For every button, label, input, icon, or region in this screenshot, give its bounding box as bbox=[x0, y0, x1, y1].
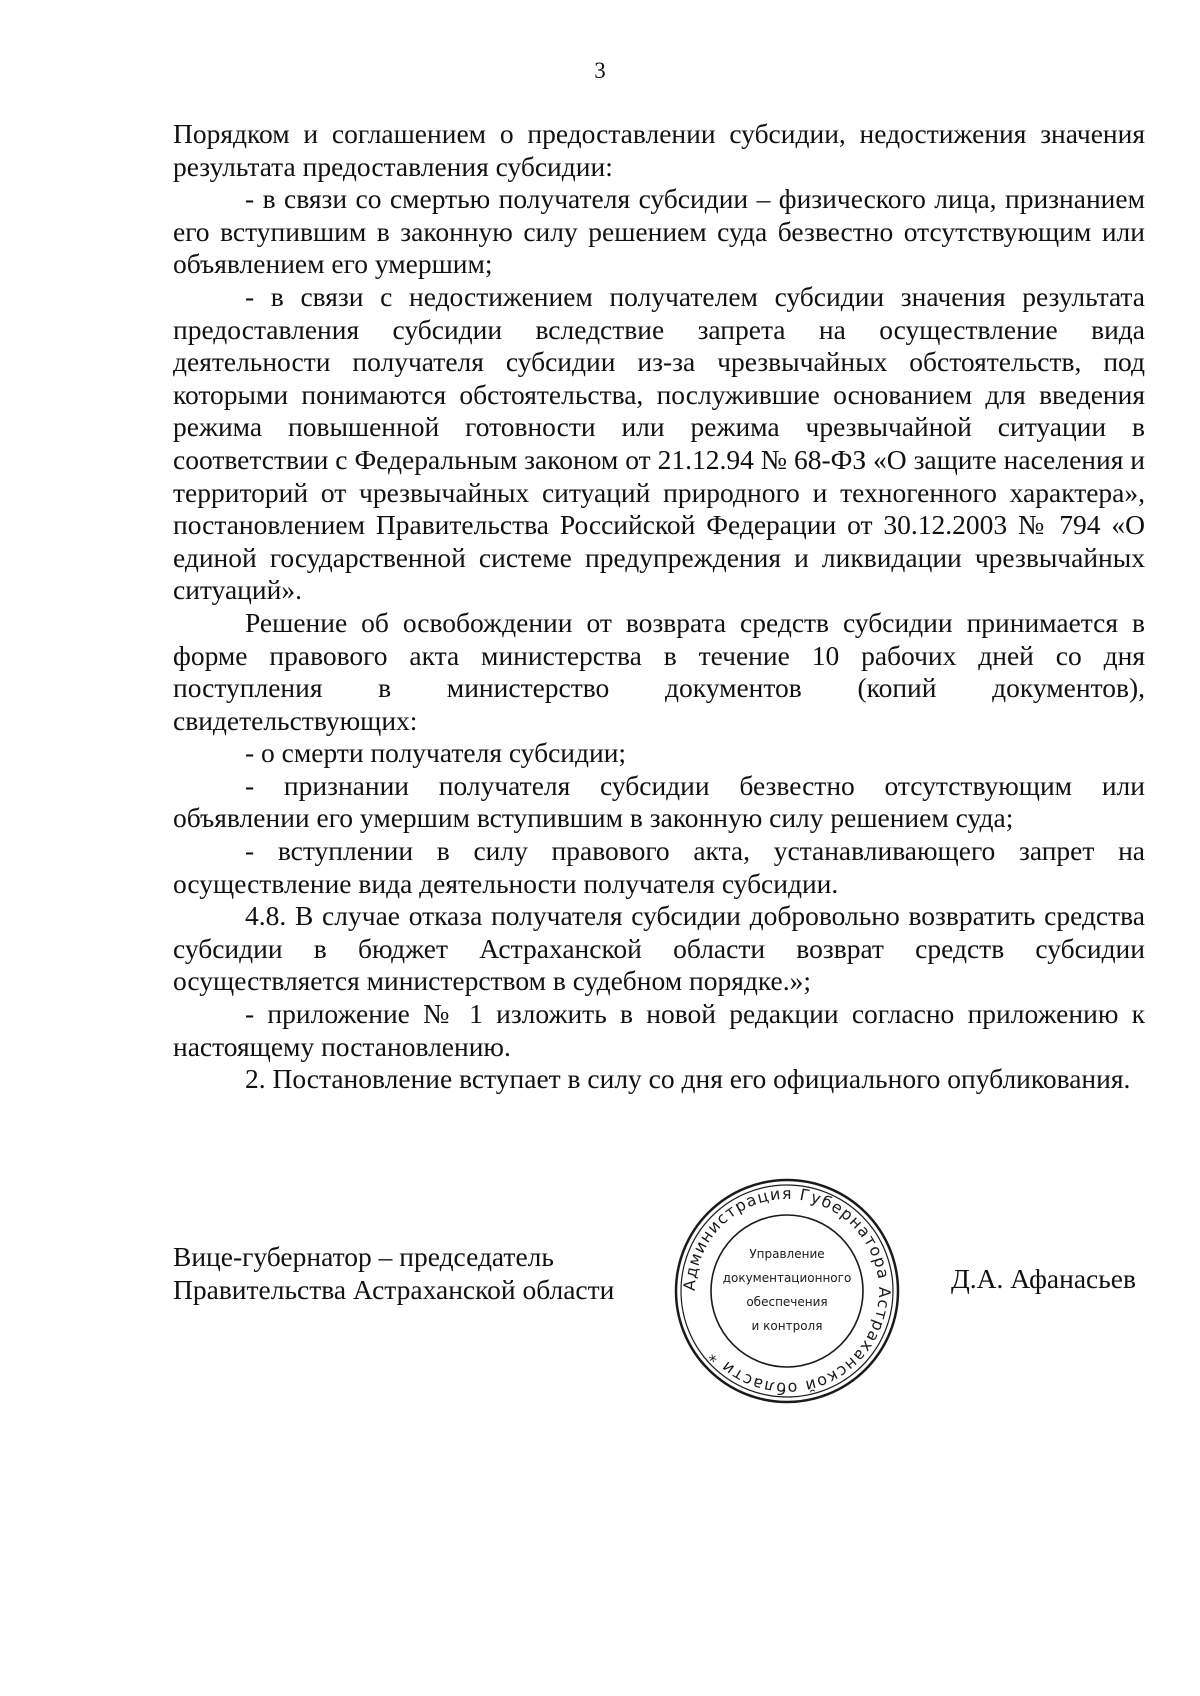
paragraph: - приложение № 1 изложить в новой редакции согласно приложению к настоящему постановлению. bbox=[173, 998, 1145, 1062]
stamp-center-line: и контроля bbox=[751, 1319, 823, 1333]
paragraph: Порядком и соглашением о предоставлении субсидии, недостижения значения результата предоставления субсидии: bbox=[173, 118, 1145, 182]
stamp-inner-ring bbox=[711, 1215, 863, 1367]
stamp-outer-ring bbox=[676, 1180, 898, 1402]
paragraph: Решение об освобождении от возврата средств субсидии принимается в форме правового акта министерства в течение 10 рабочих дней со дня поступления в министерство документов (копий документов), свидетельствующих: bbox=[173, 606, 1145, 736]
paragraph: - в связи со смертью получателя субсидии – физического лица, признанием его вступившим в законную силу решением суда безвестно отсутствующим или объявлением его умершим; bbox=[173, 183, 1145, 280]
paragraph: - вступлении в силу правового акта, устанавливающего запрет на осуществление вида деятельности получателя субсидии. bbox=[173, 835, 1145, 899]
official-stamp bbox=[672, 1176, 902, 1406]
stamp-center-line: Управление bbox=[749, 1247, 825, 1261]
paragraph: - о смерти получателя субсидии; bbox=[245, 737, 627, 769]
page-number: 3 bbox=[594, 58, 606, 83]
paragraph: - в связи с недостижением получателем субсидии значения результата предоставления субсидии вследствие запрета на осуществление вида деятельности получателя субсидии из-за чрезвычайных обстоятельств, под которыми понимаются обстоятельства, послужившие основанием для введения режима повышенной готовности или режима чрезвычайной ситуации в соответствии с Федеральным законом от 21.12.94 № 68-ФЗ «О защите населения и территорий от чрезвычайных ситуаций природного и техногенного характера», постановлением Правительства Российской Федерации от 30.12.2003 № 794 «О единой государственной системе предупреждения и ликвидации чрезвычайных ситуаций». bbox=[173, 280, 1145, 606]
stamp-center-line: документационного bbox=[722, 1271, 852, 1285]
signatory-position bbox=[173, 1240, 614, 1306]
paragraph: 2. Постановление вступает в силу со дня его официального опубликования. bbox=[245, 1063, 1131, 1095]
signatory-position-line: Вице-губернатор – председатель bbox=[173, 1241, 554, 1272]
stamp-center-line: обеспечения bbox=[746, 1295, 828, 1309]
body-text bbox=[173, 118, 1145, 1096]
stamp-ring-text: Администрация Губернатора Астраханской области * bbox=[679, 1183, 895, 1399]
paragraph: 4.8. В случае отказа получателя субсидии добровольно возвратить средства субсидии в бюджет Астраханской области возврат средств субсидии осуществляется министерством в судебном порядке.»; bbox=[173, 900, 1145, 997]
paragraph: - признании получателя субсидии безвестно отсутствующим или объявлении его умершим вступившим в законную силу решением суда; bbox=[173, 769, 1145, 834]
signatory-position-line: Правительства Астраханской области bbox=[173, 1274, 615, 1305]
signatory-name: Д.А. Афанасьев bbox=[951, 1263, 1136, 1294]
